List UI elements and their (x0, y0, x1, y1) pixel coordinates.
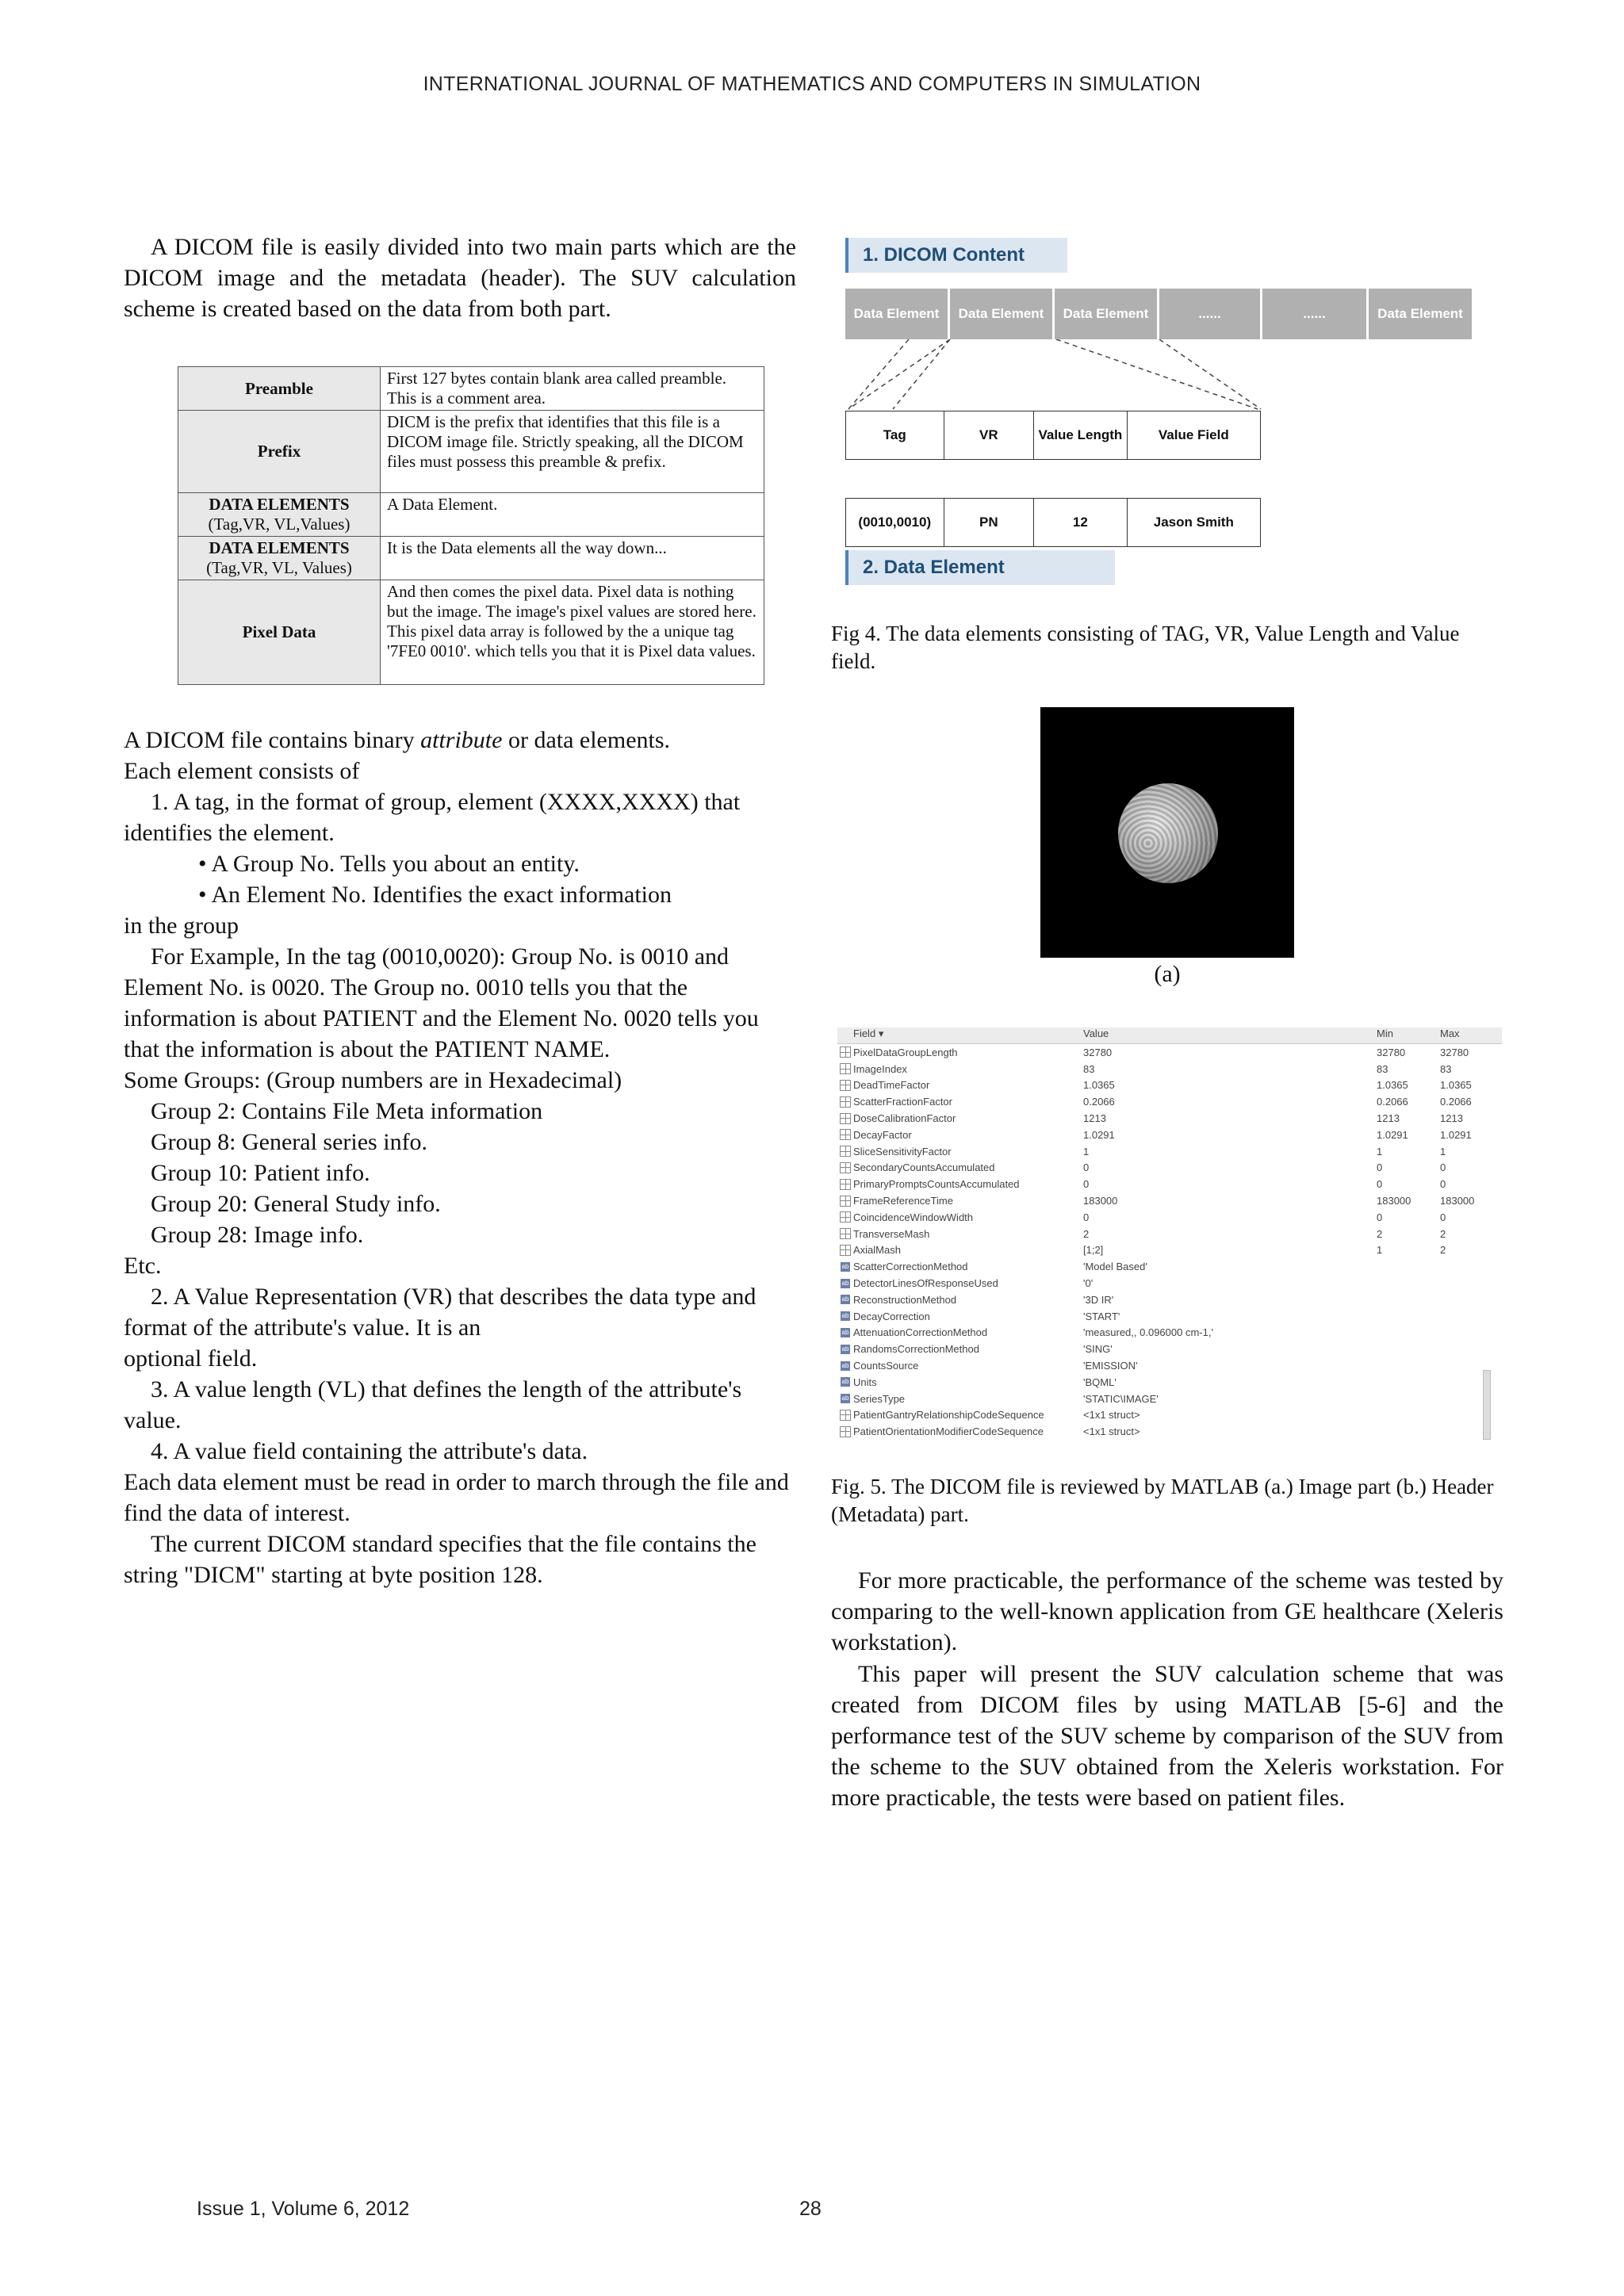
field-cell: DoseCalibrationFactor (853, 1112, 956, 1125)
field-cell: CoincidenceWindowWidth (853, 1211, 974, 1223)
value-length-value: 12 (1034, 499, 1128, 546)
fig5a-label: (a) (1154, 961, 1181, 987)
min-cell: 1.0365 (1377, 1079, 1408, 1092)
value-cell: 183000 (1083, 1195, 1118, 1207)
value-cell: [1;2] (1083, 1244, 1104, 1257)
value-cell: 'STATIC\IMAGE' (1083, 1392, 1159, 1405)
text-field-icon: ab (841, 1378, 849, 1386)
data-element-cell: ...... (1159, 289, 1262, 339)
text-field-icon: ab (841, 1295, 849, 1303)
numeric-grid-icon (840, 1162, 851, 1173)
value-cell: 'Model Based' (1083, 1261, 1147, 1273)
table-row[interactable] (837, 1160, 1502, 1177)
max-cell: 0 (1440, 1178, 1446, 1191)
table-row (178, 367, 764, 411)
min-cell: 1 (1377, 1145, 1383, 1158)
vr-header: VR (944, 411, 1035, 459)
max-cell: 1.0365 (1440, 1079, 1472, 1092)
row-value: A Data Element. (381, 493, 764, 537)
page-number: 28 (799, 2198, 822, 2220)
table-row[interactable] (837, 1061, 1502, 1077)
numeric-grid-icon (840, 1245, 851, 1256)
table-row[interactable] (837, 1044, 1502, 1061)
body-line: 4. A value field containing the attribute's data. (151, 1438, 588, 1464)
numeric-grid-icon (840, 1063, 851, 1074)
sort-down-icon: ▾ (878, 1027, 884, 1039)
tag-value: (0010,0010) (846, 499, 944, 546)
field-cell: AxialMash (853, 1244, 901, 1257)
field-cell: ScatterCorrectionMethod (853, 1261, 968, 1273)
field-cell: PrimaryPromptsCountsAccumulated (853, 1178, 1020, 1191)
field-cell: FrameReferenceTime (853, 1195, 953, 1207)
max-cell: 2 (1440, 1244, 1446, 1257)
row-value: And then comes the pixel data. Pixel data is nothing but the image. The image's pixel values are stored here. This pixel data array is followed by the a unique tag '7FE0 0010'. which tells you that it is Pixel data values. (381, 580, 764, 685)
data-element-cell: Data Element (950, 289, 1055, 339)
body-line: Each element consists of (124, 758, 360, 784)
body-line: optional field. (124, 1345, 258, 1372)
table-row[interactable] (837, 1093, 1502, 1110)
data-element-cell: Data Element (1369, 289, 1472, 339)
min-cell: 0 (1377, 1211, 1383, 1223)
bullet-item: • An Element No. Identifies the exact information (198, 882, 672, 908)
field-cell: DeadTimeFactor (853, 1079, 930, 1092)
field-cell: ReconstructionMethod (853, 1293, 957, 1306)
table-row[interactable] (837, 1292, 1502, 1308)
bullet-item: • A Group No. Tells you about an entity. (198, 851, 580, 877)
value-cell: 1 (1083, 1145, 1090, 1158)
max-cell: 1.0291 (1440, 1128, 1472, 1141)
table-row[interactable] (837, 1341, 1502, 1357)
numeric-grid-icon (840, 1096, 851, 1108)
field-cell: DecayFactor (853, 1128, 912, 1141)
table-row[interactable] (837, 1423, 1502, 1440)
data-element-bar (845, 289, 1472, 339)
table-row[interactable] (837, 1077, 1502, 1094)
field-cell: TransverseMash (853, 1227, 930, 1240)
field-cell: SecondaryCountsAccumulated (853, 1161, 995, 1174)
value-cell: 0.2066 (1083, 1096, 1115, 1108)
table-row[interactable] (837, 1258, 1502, 1275)
numeric-grid-icon (840, 1228, 851, 1239)
table-row (178, 580, 764, 685)
table-row (178, 411, 764, 493)
value-cell: 0 (1083, 1178, 1090, 1191)
table-row[interactable] (837, 1110, 1502, 1127)
column-header[interactable]: Field ▾ (853, 1027, 884, 1039)
min-cell: 1213 (1377, 1112, 1400, 1125)
numeric-grid-icon (840, 1196, 851, 1207)
row-key: Prefix (178, 411, 381, 493)
row-key: Preamble (178, 367, 381, 411)
table-row[interactable] (837, 1407, 1502, 1424)
field-cell: AttenuationCorrectionMethod (853, 1326, 988, 1339)
group-line: Group 28: Image info. (151, 1222, 364, 1248)
max-cell: 83 (1440, 1062, 1452, 1075)
numeric-grid-icon (840, 1113, 851, 1124)
value-cell: 1.0291 (1083, 1128, 1115, 1141)
body-line: in the group (124, 913, 239, 939)
tag-header: Tag (846, 411, 944, 459)
row-value: First 127 bytes contain blank area called preamble. This is a comment area. (381, 367, 764, 411)
data-element-header-row (845, 411, 1261, 460)
numeric-grid-icon (840, 1129, 851, 1140)
text-field-icon: ab (841, 1312, 849, 1320)
min-cell: 1.0291 (1377, 1128, 1408, 1141)
min-cell: 32780 (1377, 1046, 1406, 1058)
table-row[interactable] (837, 1192, 1502, 1209)
body-line: 2. A Value Representation (VR) that describes the data type and format of the attribute's value. It is an (124, 1284, 756, 1341)
field-cell: ImageIndex (853, 1062, 907, 1075)
table-row[interactable] (837, 1374, 1502, 1391)
value-cell: 'SING' (1083, 1343, 1113, 1356)
data-element-value-row (845, 498, 1261, 547)
min-cell: 0 (1377, 1161, 1383, 1174)
value-cell: 0 (1083, 1161, 1090, 1174)
value-cell: 83 (1083, 1062, 1095, 1075)
metadata-header (837, 1027, 1502, 1044)
text-field-icon: ab (841, 1262, 849, 1270)
right-paragraph-1: For more practicable, the performance of the scheme was tested by comparing to the well-known application from GE healthcare (Xeleris workstation). (831, 1567, 1503, 1655)
value-cell: 2 (1083, 1227, 1090, 1240)
group-line: Group 20: General Study info. (151, 1191, 441, 1217)
column-header[interactable]: Max (1440, 1027, 1460, 1039)
pet-image (1040, 707, 1294, 958)
row-value: It is the Data elements all the way down... (381, 537, 764, 580)
table-row[interactable] (837, 1391, 1502, 1407)
numeric-grid-icon (840, 1179, 851, 1190)
field-cell: PixelDataGroupLength (853, 1046, 958, 1058)
data-element-cell: Data Element (845, 289, 950, 339)
body-line: 3. A value length (VL) that defines the length of the attribute's value. (124, 1376, 742, 1433)
table-row[interactable] (837, 1226, 1502, 1242)
max-cell: 0 (1440, 1211, 1446, 1223)
table-row[interactable] (837, 1127, 1502, 1143)
dashed-connectors (845, 339, 1480, 411)
max-cell: 2 (1440, 1227, 1446, 1240)
table-row[interactable] (837, 1209, 1502, 1226)
min-cell: 0 (1377, 1178, 1383, 1191)
table-row[interactable] (837, 1176, 1502, 1192)
field-cell: PatientGantryRelationshipCodeSequence (853, 1409, 1044, 1422)
value-cell: '0' (1083, 1277, 1094, 1290)
min-cell: 83 (1377, 1062, 1388, 1075)
phantom-texture (1118, 783, 1218, 883)
numeric-grid-icon (840, 1146, 851, 1157)
value-length-header: Value Length (1034, 411, 1128, 459)
column-header[interactable]: Min (1377, 1027, 1393, 1039)
field-cell: DecayCorrection (853, 1310, 930, 1322)
fig4-diagram (845, 238, 1480, 603)
fig4-caption: Fig 4. The data elements consisting of TAG, VR, Value Length and Value field. (831, 622, 1460, 673)
numeric-grid-icon (840, 1047, 851, 1058)
journal-header: INTERNATIONAL JOURNAL OF MATHEMATICS AND COMPUTERS IN SIMULATION (423, 73, 1201, 95)
row-key: DATA ELEMENTS (Tag,VR, VL, Values) (178, 537, 381, 580)
metadata-table (837, 1027, 1502, 1440)
value-cell: <1x1 struct> (1083, 1409, 1140, 1422)
footer-issue: Issue 1, Volume 6, 2012 (197, 2198, 410, 2220)
row-key: DATA ELEMENTS (Tag,VR, VL,Values) (178, 493, 381, 537)
max-cell: 0.2066 (1440, 1096, 1472, 1108)
left-body (124, 725, 796, 1590)
right-paragraph-2: This paper will present the SUV calculation scheme that was created from DICOM files by using MATLAB [5-6] and the performance test of the SUV scheme by comparison of the SUV from the scheme to the SUV obtained from the Xeleris workstation. For more practicable, the tests were based on patient files. (831, 1661, 1503, 1811)
group-line: Group 2: Contains File Meta information (151, 1098, 543, 1124)
metadata-rows (837, 1044, 1502, 1440)
fig5-caption: Fig. 5. The DICOM file is reviewed by MATLAB (a.) Image part (b.) Header (Metadata) part. (831, 1475, 1494, 1526)
numeric-grid-icon (840, 1211, 851, 1223)
value-cell: 'measured,, 0.096000 cm-1,' (1083, 1326, 1213, 1339)
row-value: DICM is the prefix that identifies that this file is a DICOM image file. Strictly speaking, all the DICOM files must possess this preamble & prefix. (381, 411, 764, 493)
group-line: Group 10: Patient info. (151, 1160, 370, 1186)
table-row[interactable] (837, 1308, 1502, 1325)
data-element-cell: ...... (1262, 289, 1369, 339)
field-cell: SeriesType (853, 1392, 906, 1405)
value-cell: <1x1 struct> (1083, 1425, 1140, 1438)
min-cell: 2 (1377, 1227, 1383, 1240)
value-cell: 32780 (1083, 1046, 1113, 1058)
group-line: Group 8: General series info. (151, 1129, 428, 1155)
text-field-icon: ab (841, 1345, 849, 1353)
value-cell: 0 (1083, 1211, 1090, 1223)
body-line: Each data element must be read in order to march through the file and find the data of interest. (124, 1469, 789, 1526)
value-cell: 1.0365 (1083, 1079, 1115, 1092)
table-row[interactable] (837, 1143, 1502, 1160)
row-key: Pixel Data (178, 580, 381, 685)
value-cell: 'BQML' (1083, 1376, 1116, 1388)
numeric-grid-icon (840, 1426, 851, 1437)
data-element-cell: Data Element (1055, 289, 1159, 339)
text-field-icon: ab (841, 1395, 849, 1402)
value-cell: 1213 (1083, 1112, 1106, 1125)
value-cell: 'EMISSION' (1083, 1360, 1138, 1372)
numeric-grid-icon (840, 1080, 851, 1091)
text-field-icon: ab (841, 1328, 849, 1336)
max-cell: 0 (1440, 1161, 1446, 1174)
field-cell: ScatterFractionFactor (853, 1096, 952, 1108)
intro-paragraph: A DICOM file is easily divided into two main parts which are the DICOM image and the metadata (header). The SUV calculation scheme is created based on the data from both part. (124, 234, 796, 322)
body-line: Some Groups: (Group numbers are in Hexadecimal) (124, 1067, 622, 1093)
value-field-value: Jason Smith (1153, 515, 1234, 530)
value-cell: 'START' (1083, 1310, 1120, 1322)
field-cell: CountsSource (853, 1360, 919, 1372)
body-line: 1. A tag, in the format of group, element (XXXX,XXXX) that identifies the element. (124, 789, 741, 846)
min-cell: 183000 (1377, 1195, 1411, 1207)
body-line: A DICOM file contains binary attribute or data elements. (124, 727, 671, 753)
table-row[interactable] (837, 1325, 1502, 1341)
vr-value: PN (944, 499, 1035, 546)
max-cell: 32780 (1440, 1046, 1469, 1058)
table-row[interactable] (837, 1357, 1502, 1374)
value-field-header: Value Field (1158, 427, 1229, 442)
dicom-content-banner: 1. DICOM Content (845, 238, 1067, 273)
numeric-grid-icon (840, 1410, 851, 1421)
table-row[interactable] (837, 1275, 1502, 1292)
field-cell: PatientOrientationModifierCodeSequence (853, 1425, 1044, 1438)
max-cell: 1213 (1440, 1112, 1463, 1125)
value-cell: '3D IR' (1083, 1293, 1114, 1306)
dicom-structure-table (178, 366, 764, 685)
scrollbar[interactable] (1483, 1370, 1491, 1440)
max-cell: 183000 (1440, 1195, 1475, 1207)
data-element-banner: 2. Data Element (845, 550, 1115, 585)
column-header[interactable]: Value (1083, 1027, 1109, 1039)
min-cell: 0.2066 (1377, 1096, 1408, 1108)
field-cell: SliceSensitivityFactor (853, 1145, 952, 1158)
text-field-icon: ab (841, 1361, 849, 1369)
table-row (178, 493, 764, 537)
max-cell: 1 (1440, 1145, 1446, 1158)
field-cell: RandomsCorrectionMethod (853, 1343, 979, 1356)
body-line: Etc. (124, 1253, 162, 1279)
table-row[interactable] (837, 1242, 1502, 1259)
min-cell: 1 (1377, 1244, 1383, 1257)
body-line: For Example, In the tag (0010,0020): Group No. is 0010 and Element No. is 0020. The Group no. 0010 tells you that the information is about PATIENT and the Element No. 0020 tells you that the information is about the PATIENT NAME. (124, 943, 759, 1062)
field-cell: Units (853, 1376, 877, 1388)
table-row (178, 537, 764, 580)
body-line: The current DICOM standard specifies that the file contains the string "DICM" starting at byte position 128. (124, 1531, 756, 1588)
text-field-icon: ab (841, 1279, 849, 1287)
field-cell: DetectorLinesOfResponseUsed (853, 1277, 998, 1290)
